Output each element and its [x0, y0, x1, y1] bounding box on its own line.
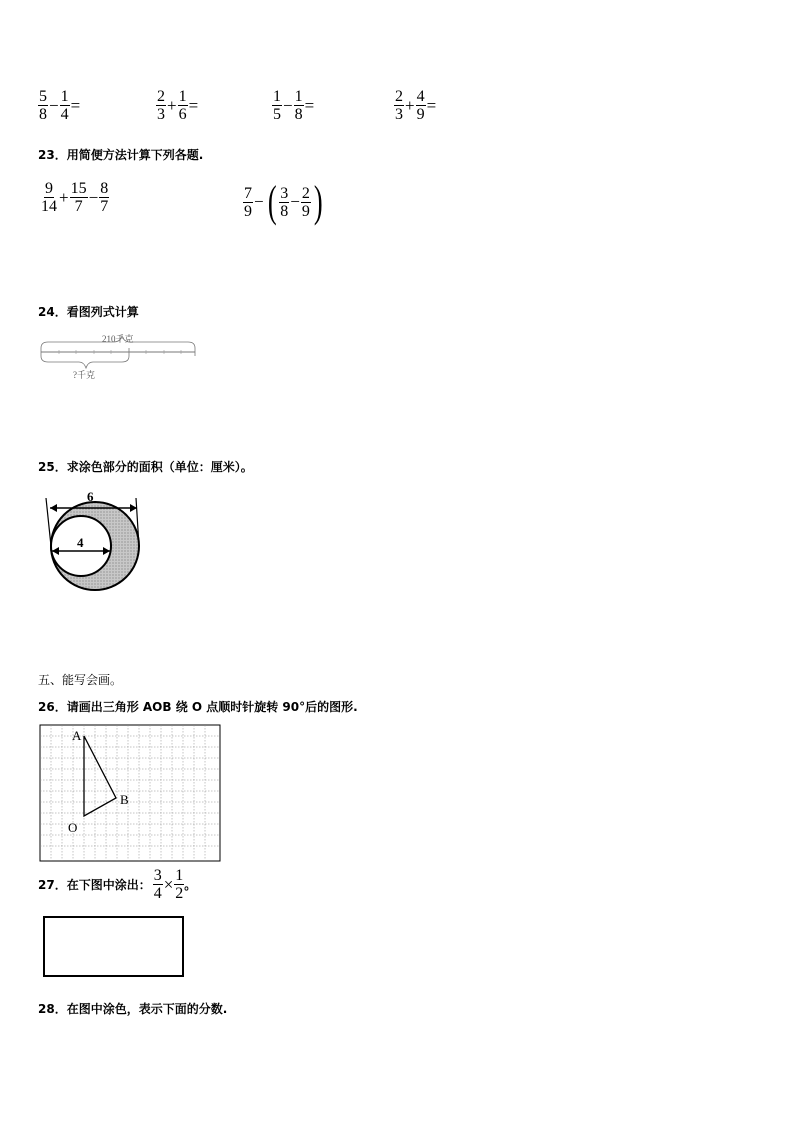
- denominator: 7: [100, 198, 109, 215]
- label-a: A: [72, 728, 82, 743]
- numerator: 2: [157, 88, 165, 105]
- circles-figure: [40, 484, 150, 599]
- denominator: 9: [301, 202, 310, 220]
- equals: =: [188, 95, 199, 115]
- question-26-title: 26．请画出三角形 AOB 绕 O 点顺时针旋转 90°后的图形.: [38, 700, 358, 714]
- exercise-1: [38, 88, 81, 123]
- denominator: 9: [416, 106, 425, 123]
- bottom-brace: [41, 356, 129, 368]
- question-28-title: 28．在图中涂色，表示下面的分数.: [38, 1002, 228, 1016]
- question-27-title: [38, 867, 196, 902]
- q23-expression-2: [243, 177, 326, 226]
- denominator: 7: [74, 198, 83, 215]
- numerator: 1: [294, 88, 303, 105]
- question-23-title: 23．用简便方法计算下列各题.: [38, 148, 204, 162]
- denominator: 3: [395, 106, 403, 123]
- operator: −: [283, 95, 293, 115]
- numerator: 3: [280, 184, 289, 202]
- operator: −: [290, 192, 300, 211]
- numerator: 5: [39, 88, 47, 105]
- denominator: 2: [175, 885, 184, 902]
- label-o: O: [68, 820, 78, 835]
- equals: =: [304, 95, 315, 115]
- operator: +: [167, 95, 177, 115]
- label-b: B: [120, 792, 129, 807]
- equals: =: [426, 95, 437, 115]
- operator: +: [405, 95, 415, 115]
- numerator: 9: [45, 180, 53, 197]
- denominator: 8: [294, 106, 303, 123]
- outer-label: 6: [87, 489, 94, 504]
- denominator: 9: [244, 202, 252, 220]
- q27-text: 27．在下图中涂出：: [38, 878, 151, 892]
- operator: +: [59, 187, 69, 207]
- numerator: 3: [153, 867, 162, 884]
- bottom-label: ?千克: [73, 370, 95, 380]
- denominator: 8: [280, 202, 289, 220]
- numerator: 4: [416, 88, 425, 105]
- grid-figure: [39, 724, 222, 863]
- question-25-title: 25．求涂色部分的面积（单位：厘米）。: [38, 460, 253, 474]
- right-paren: ): [313, 177, 323, 226]
- section-5-heading: 五、能写会画。: [38, 673, 123, 687]
- exercise-3: [272, 88, 315, 123]
- exercise-2: [156, 88, 199, 123]
- q27-end: 。: [184, 878, 197, 892]
- line-segment-diagram: [38, 330, 203, 384]
- q23-expression-1: [40, 180, 109, 215]
- denominator: 6: [178, 106, 187, 123]
- numerator: 7: [244, 184, 252, 202]
- denominator: 8: [39, 106, 47, 123]
- equals: =: [70, 95, 81, 115]
- numerator: 2: [301, 184, 310, 202]
- denominator: 14: [41, 198, 57, 215]
- operator: −: [254, 192, 264, 211]
- inner-label: 4: [77, 535, 84, 550]
- top-label: 210千克: [102, 334, 134, 344]
- numerator: 1: [175, 867, 184, 884]
- denominator: 3: [157, 106, 165, 123]
- numerator: 1: [273, 88, 281, 105]
- numerator: 1: [60, 88, 69, 105]
- numerator: 15: [70, 180, 87, 197]
- denominator: 4: [153, 885, 162, 902]
- operator: −: [49, 95, 59, 115]
- exercise-4: [394, 88, 437, 123]
- shading-rectangle[interactable]: [43, 916, 184, 977]
- numerator: 2: [395, 88, 403, 105]
- numerator: 8: [100, 180, 109, 197]
- denominator: 5: [273, 106, 281, 123]
- times-sign: ×: [163, 874, 174, 894]
- left-paren: (: [267, 177, 277, 226]
- denominator: 4: [60, 106, 69, 123]
- question-24-title: 24．看图列式计算: [38, 305, 139, 319]
- numerator: 1: [178, 88, 187, 105]
- operator: −: [88, 187, 99, 207]
